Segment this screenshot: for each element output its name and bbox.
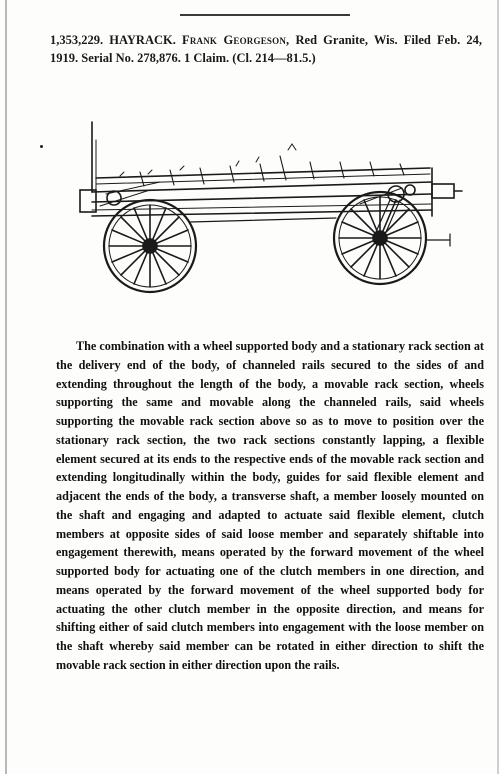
rear-wheel bbox=[334, 192, 426, 284]
patent-claim-count: 1 Claim. bbox=[184, 51, 230, 65]
top-divider-rule bbox=[180, 14, 350, 16]
patent-number: 1,353,229. bbox=[50, 33, 104, 47]
front-wheel bbox=[104, 200, 196, 292]
patent-header bbox=[50, 31, 482, 67]
patent-serial-number: Serial No. 278,876. bbox=[81, 51, 181, 65]
left-margin-rule bbox=[5, 0, 7, 774]
hayrack-wagon-figure bbox=[30, 110, 470, 310]
patent-title: HAYRACK. bbox=[109, 33, 176, 47]
patent-classification: (Cl. 214—81.5.) bbox=[232, 51, 316, 65]
right-margin-rule bbox=[497, 0, 499, 774]
patent-inventor: Frank Georgeson, bbox=[182, 33, 290, 47]
patent-location: Red Granite, Wis. bbox=[295, 33, 398, 47]
patent-filed-date: Filed Feb. 24, 1919. bbox=[50, 33, 483, 65]
claim-paragraph: The combination with a wheel supported body and a stationary rack section at the delivery end of the body, of channeled rails secured to the sides of and extending throughout the length of the body, a movable rack section, wheels supporting the same and movable along the channeled rails, said wheels supporting the movable rack section above so as to move to position over the stationary rack section, the two rack sections constantly lapping, a flexible element secured at its ends to the respective ends of the movable rack section and extending longitudinally within the body, guides for said flexible element and adjacent the ends of the body, a transverse shaft, a member loosely mounted on the shaft and engaging and adapted to actuate said flexible element, clutch members at opposite sides of said loose member and separately shiftable into engagement therewith, means operated by the forward movement of the wheel supported body for actuating one of the clutch members in one direction, and means operated by the forward movement of the wheel supported body for actuating the other clutch member in the opposite direction, and means for shifting either of said clutch members into engagement with the loose member on the shaft whereby said member can be rotated in either direction to shift the movable rack section in either direction upon the rails. bbox=[56, 339, 484, 672]
